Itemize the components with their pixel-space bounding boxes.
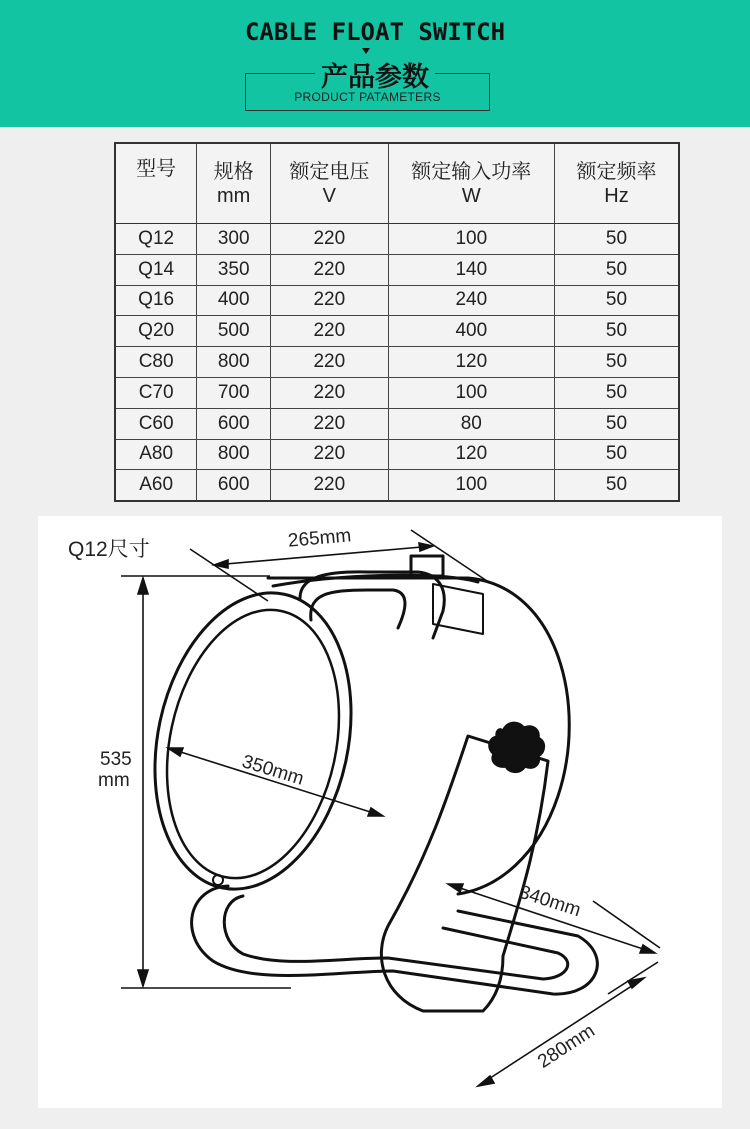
spec-table-cell: 100 bbox=[388, 224, 554, 255]
knob-icon bbox=[490, 723, 544, 772]
title-english: CABLE FLOAT SWITCH bbox=[244, 18, 506, 46]
header-power: 额定输入功率 W bbox=[388, 143, 554, 224]
spec-table-cell: 800 bbox=[197, 347, 271, 378]
dim-diameter-arrow-left bbox=[168, 748, 183, 756]
spec-table-cell: A80 bbox=[115, 439, 197, 470]
spec-table-cell: 220 bbox=[271, 224, 389, 255]
spec-table-cell: 220 bbox=[271, 377, 389, 408]
dim-depth-arrow-left bbox=[448, 884, 463, 892]
spec-table-cell: 120 bbox=[388, 347, 554, 378]
spec-table-cell: 50 bbox=[554, 254, 679, 285]
spec-table-row bbox=[115, 470, 679, 501]
spec-table-cell: 50 bbox=[554, 347, 679, 378]
spec-table-cell: 400 bbox=[388, 316, 554, 347]
spec-table-cell: 350 bbox=[197, 254, 271, 285]
spec-table-cell: 100 bbox=[388, 377, 554, 408]
spec-table-cell: 220 bbox=[271, 408, 389, 439]
dim-base-arrow-left bbox=[478, 1076, 494, 1086]
spec-table-cell: C70 bbox=[115, 377, 197, 408]
spec-table-cell: 220 bbox=[271, 254, 389, 285]
title-chinese-text: 产品参数 bbox=[315, 62, 435, 93]
spec-table bbox=[114, 142, 680, 502]
spec-table-cell: 50 bbox=[554, 470, 679, 501]
spec-table-cell: C60 bbox=[115, 408, 197, 439]
title-marker-icon bbox=[362, 48, 370, 54]
spec-table-row bbox=[115, 285, 679, 316]
spec-table-cell: 240 bbox=[388, 285, 554, 316]
spec-table-row bbox=[115, 224, 679, 255]
spec-table-cell: 120 bbox=[388, 439, 554, 470]
dim-depth-arrow-right bbox=[640, 945, 655, 953]
spec-table-cell: 220 bbox=[271, 347, 389, 378]
dim-height-value: 535 bbox=[100, 749, 132, 770]
handle bbox=[300, 572, 444, 638]
spec-table-cell: A60 bbox=[115, 470, 197, 501]
header-model: 型号 bbox=[115, 143, 197, 224]
diagram-title: Q12尺寸 bbox=[68, 538, 150, 561]
dim-depth-ext bbox=[593, 901, 660, 948]
screw-icon bbox=[213, 875, 223, 885]
spec-table-cell: 800 bbox=[197, 439, 271, 470]
heater-drawing bbox=[38, 516, 722, 1108]
dim-height-unit: mm bbox=[98, 770, 130, 791]
spec-table-cell: 140 bbox=[388, 254, 554, 285]
spec-table-row bbox=[115, 347, 679, 378]
spec-table-row bbox=[115, 316, 679, 347]
spec-table-cell: 700 bbox=[197, 377, 271, 408]
switch-block bbox=[433, 584, 483, 634]
spec-table-cell: 80 bbox=[388, 408, 554, 439]
spec-table-row bbox=[115, 254, 679, 285]
dim-top-ext-left bbox=[190, 549, 268, 601]
dim-base-label: 280mm bbox=[534, 1020, 599, 1073]
front-ring-inner bbox=[144, 594, 363, 895]
dim-height-arrow-top bbox=[138, 578, 148, 594]
spec-table-cell: 50 bbox=[554, 408, 679, 439]
spec-table-row bbox=[115, 377, 679, 408]
spec-table-cell: 600 bbox=[197, 470, 271, 501]
spec-table-cell: 220 bbox=[271, 316, 389, 347]
spec-table-cell: 50 bbox=[554, 285, 679, 316]
spec-table-header-row bbox=[115, 143, 679, 224]
dim-diameter-label: 350mm bbox=[239, 751, 307, 790]
spec-table-cell: 400 bbox=[197, 285, 271, 316]
spec-table-cell: Q16 bbox=[115, 285, 197, 316]
spec-table-cell: 50 bbox=[554, 224, 679, 255]
spec-table-cell: Q20 bbox=[115, 316, 197, 347]
spec-table-cell: 50 bbox=[554, 439, 679, 470]
front-ring-outer bbox=[129, 575, 377, 908]
title-subtitle: PRODUCT PATAMETERS bbox=[294, 90, 441, 104]
spec-table-cell: 220 bbox=[271, 285, 389, 316]
spec-table-cell: 50 bbox=[554, 316, 679, 347]
spec-table-row bbox=[115, 408, 679, 439]
spec-table-cell: 100 bbox=[388, 470, 554, 501]
spec-table-row bbox=[115, 439, 679, 470]
spec-table-cell: Q14 bbox=[115, 254, 197, 285]
spec-table-cell: Q12 bbox=[115, 224, 197, 255]
dim-diameter-arrow-right bbox=[368, 808, 383, 816]
dim-height-arrow-bottom bbox=[138, 970, 148, 986]
spec-table-cell: 600 bbox=[197, 408, 271, 439]
dimension-diagram bbox=[38, 516, 722, 1108]
spec-table-cell: C80 bbox=[115, 347, 197, 378]
header-frequency: 额定频率 Hz bbox=[554, 143, 679, 224]
spec-table-cell: 50 bbox=[554, 377, 679, 408]
spec-table-cell: 300 bbox=[197, 224, 271, 255]
spec-table-cell: 220 bbox=[271, 439, 389, 470]
dim-top-label: 265mm bbox=[287, 525, 353, 552]
title-chinese bbox=[0, 55, 750, 94]
header-voltage: 额定电压 V bbox=[271, 143, 389, 224]
header-size: 规格 mm bbox=[197, 143, 271, 224]
dim-base-ext bbox=[608, 962, 658, 994]
spec-table-cell: 500 bbox=[197, 316, 271, 347]
dim-depth-label: 340mm bbox=[516, 881, 584, 922]
spec-table-cell: 220 bbox=[271, 470, 389, 501]
